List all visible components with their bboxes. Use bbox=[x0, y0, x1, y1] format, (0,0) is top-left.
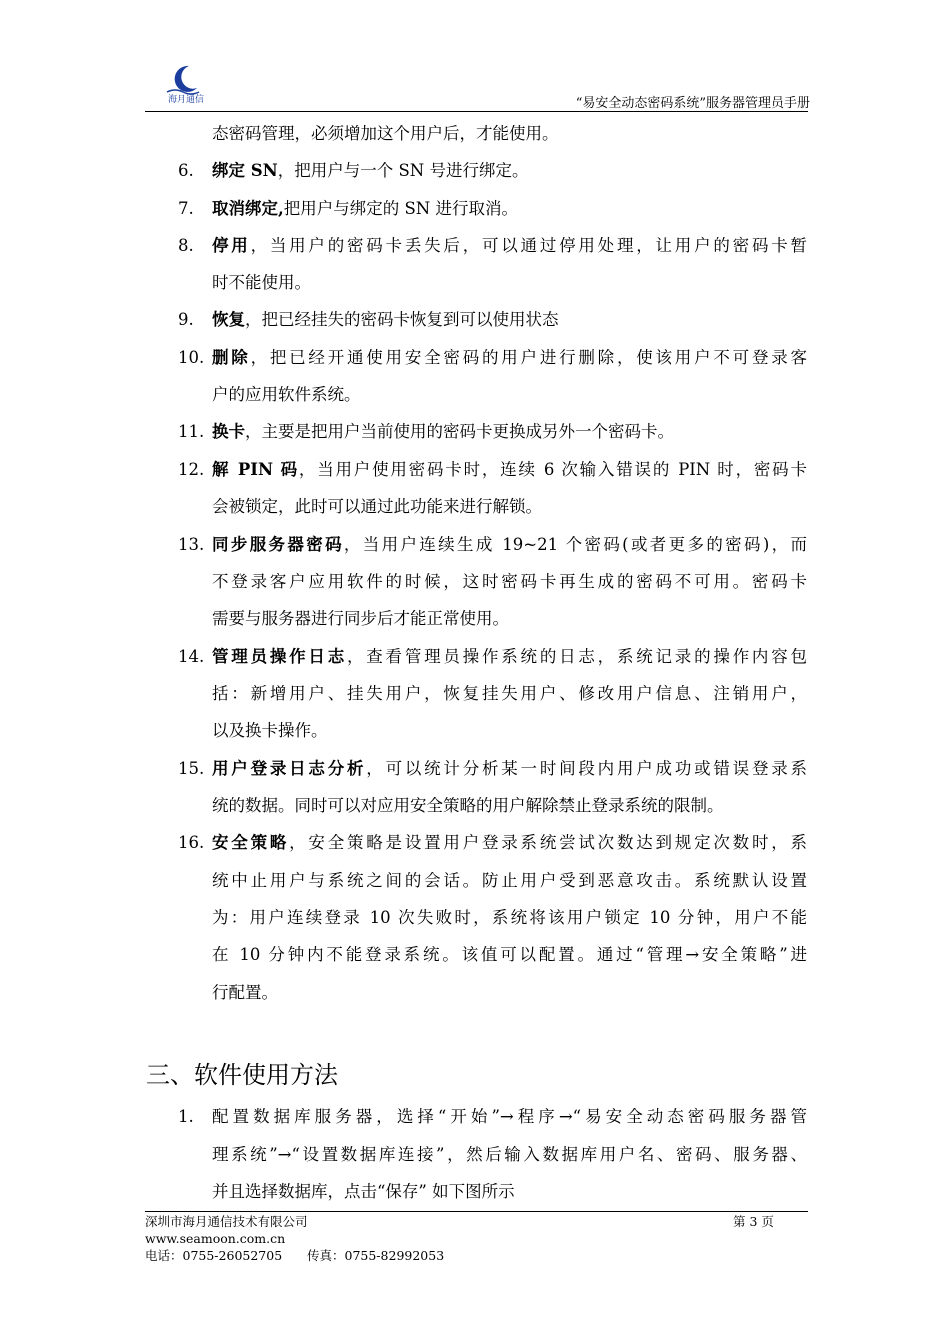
section-heading: 三、软件使用方法 bbox=[146, 1061, 338, 1089]
list-item-cont: 在 10 分钟内不能登录系统。该值可以配置。通过“管理→安全策略”进 bbox=[212, 945, 807, 964]
list-item-cont: 会被锁定，此时可以通过此功能来进行解锁。 bbox=[212, 497, 542, 516]
list-number: 7. bbox=[178, 199, 194, 218]
list-number: 10. bbox=[178, 348, 205, 367]
list-item-cont: 括：新增用户、挂失用户，恢复挂失用户、修改用户信息、注销用户， bbox=[212, 684, 807, 703]
list-item: 取消绑定,把用户与绑定的 SN 进行取消。 bbox=[212, 199, 518, 218]
header-divider bbox=[145, 111, 808, 112]
crescent-moon-icon bbox=[175, 66, 197, 92]
list-number: 12. bbox=[178, 460, 205, 479]
list-number: 15. bbox=[178, 759, 205, 778]
list-item-cont: 统的数据。同时可以对应用安全策略的用户解除禁止登录系统的限制。 bbox=[212, 796, 724, 815]
header-title: “易安全动态密码系统”服务器管理员手册 bbox=[575, 96, 810, 111]
step-text: 理系统”→“设置数据库连接”，然后输入数据库用户名、密码、服务器、 bbox=[212, 1145, 807, 1164]
continuation-text: 态密码管理，必须增加这个用户后，才能使用。 bbox=[212, 124, 559, 143]
list-item-cont: 以及换卡操作。 bbox=[212, 721, 328, 740]
list-number: 8. bbox=[178, 236, 194, 255]
list-item: 用户登录日志分析，可以统计分析某一时间段内用户成功或错误登录系 bbox=[212, 759, 808, 778]
footer-website[interactable]: www.seamoon.com.cn bbox=[145, 1231, 286, 1246]
list-number: 16. bbox=[178, 833, 205, 852]
list-number: 9. bbox=[178, 310, 194, 329]
logo-text: 海月通信 bbox=[167, 95, 204, 105]
list-item: 绑定 SN，把用户与一个 SN 号进行绑定。 bbox=[212, 161, 529, 180]
list-number: 14. bbox=[178, 647, 205, 666]
list-item: 恢复，把已经挂失的密码卡恢复到可以使用状态 bbox=[212, 310, 559, 329]
step-text: 配置数据库服务器，选择“开始”→程序→“易安全动态密码服务器管 bbox=[212, 1107, 807, 1126]
list-number: 13. bbox=[178, 535, 205, 554]
list-item-cont: 户的应用软件系统。 bbox=[212, 385, 361, 404]
footer-fax: 传真：0755-82992053 bbox=[307, 1248, 445, 1263]
list-number: 6. bbox=[178, 161, 194, 180]
list-item: 管理员操作日志，查看管理员操作系统的日志，系统记录的操作内容包 bbox=[212, 647, 808, 666]
footer-phone: 电话：0755-26052705 bbox=[145, 1248, 283, 1263]
list-item: 解 PIN 码，当用户使用密码卡时，连续 6 次输入错误的 PIN 时，密码卡 bbox=[212, 460, 807, 479]
list-item-cont: 时不能使用。 bbox=[212, 273, 311, 292]
step-text: 并且选择数据库，点击“保存” 如下图所示 bbox=[212, 1182, 515, 1201]
footer-divider bbox=[145, 1211, 808, 1212]
list-number: 11. bbox=[178, 422, 205, 441]
list-item: 删除，把已经开通使用安全密码的用户进行删除，使该用户不可登录客 bbox=[212, 348, 808, 367]
list-item: 安全策略，安全策略是设置用户登录系统尝试次数达到规定次数时，系 bbox=[212, 833, 808, 852]
list-item-cont: 统中止用户与系统之间的会话。防止用户受到恶意攻击。系统默认设置 bbox=[212, 871, 807, 890]
step-number: 1. bbox=[178, 1107, 194, 1126]
footer-company: 深圳市海月通信技术有限公司 bbox=[145, 1214, 308, 1229]
footer-page-number: 第 3 页 bbox=[733, 1214, 774, 1229]
list-item: 同步服务器密码，当用户连续生成 19~21 个密码(或者更多的密码)，而 bbox=[212, 535, 807, 554]
list-item-cont: 需要与服务器进行同步后才能正常使用。 bbox=[212, 609, 509, 628]
list-item: 停用，当用户的密码卡丢失后，可以通过停用处理，让用户的密码卡暂 bbox=[212, 236, 808, 255]
list-item: 换卡，主要是把用户当前使用的密码卡更换成另外一个密码卡。 bbox=[212, 422, 674, 441]
list-item-cont: 行配置。 bbox=[212, 983, 278, 1002]
list-item-cont: 为：用户连续登录 10 次失败时，系统将该用户锁定 10 分钟，用户不能 bbox=[212, 908, 807, 927]
list-item-cont: 不登录客户应用软件的时候，这时密码卡再生成的密码不可用。密码卡 bbox=[212, 572, 807, 591]
